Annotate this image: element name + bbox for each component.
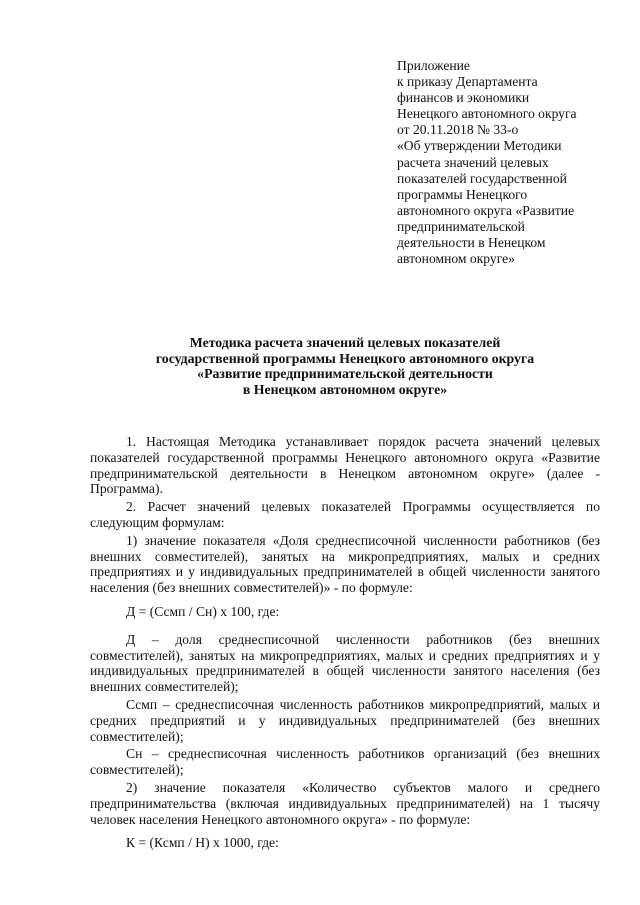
appendix-line: показателей государственной xyxy=(397,170,567,186)
appendix-line: деятельности в Ненецком xyxy=(397,235,546,251)
definition-d: Д – доля среднесписочной численности работников (без внешних совместителей), занятых на микропредприятиях, малых и средних предприятиях и у индивидуальных предпринимателей в общей численности занятого населения (без внешних совместителей); xyxy=(90,631,600,695)
paragraph-3: 1) значение показателя «Доля среднесписочной численности работников (без внешних совместителей), занятых на микропредприятиях, малых и средних предприятиях и у индивидуальных предпринимателей в общей численности занятого населения (без внешних совместителей)» - по формуле: xyxy=(90,532,600,596)
document-body xyxy=(90,434,600,863)
appendix-line: «Об утверждении Методики xyxy=(397,138,562,154)
paragraph-1: 1. Настоящая Методика устанавливает порядок расчета значений целевых показателей государственной программы Ненецкого автономного округа «Развитие предпринимательской деятельности в Ненецком автономном округе» (далее - Программа). xyxy=(90,434,600,497)
appendix-line: автономного округа «Развитие xyxy=(397,202,575,218)
appendix-block xyxy=(397,58,597,267)
title-line: Методика расчета значений целевых показателей xyxy=(189,335,501,350)
title-line: в Ненецком автономном округе» xyxy=(242,381,448,397)
appendix-line: Приложение xyxy=(397,58,470,73)
appendix-line: расчета значений целевых xyxy=(397,154,549,170)
appendix-line: автономном округе» xyxy=(397,251,515,267)
appendix-line: Ненецкого автономного округа xyxy=(397,106,577,122)
formula-1: Д = (Ссмп / Сн) х 100, где: xyxy=(126,603,280,619)
paragraph-4: 2) значение показателя «Количество субъектов малого и среднего предпринимательства (включая индивидуальных предпринимателей) на 1 тысячу человек населения Ненецкого автономного округа» - по формуле: xyxy=(90,779,600,827)
appendix-line: финансов и экономики xyxy=(397,90,530,106)
title-line: «Развитие предпринимательской деятельности xyxy=(197,366,493,382)
appendix-line: предпринимательской xyxy=(397,218,525,234)
paragraph-2: 2. Расчет значений целевых показателей Программы осуществляется по следующим формулам: xyxy=(90,499,600,530)
definition-ssmp: Ссмп – среднесписочная численность работников микропредприятий, малых и средних предприятий и у индивидуальных предпринимателей (без внешних совместителей); xyxy=(90,696,600,744)
definition-sn: Сн – среднесписочная численность работников организаций (без внешних совместителей); xyxy=(90,746,600,778)
appendix-line: программы Ненецкого xyxy=(397,186,528,202)
title-line: государственной программы Ненецкого автономного округа xyxy=(155,350,535,366)
document-title xyxy=(90,335,600,397)
formula-2: К = (Ксмп / Н) х 1000, где: xyxy=(126,835,279,851)
appendix-line: к приказу Департамента xyxy=(397,74,538,90)
appendix-line: от 20.11.2018 № 33-о xyxy=(397,122,519,138)
